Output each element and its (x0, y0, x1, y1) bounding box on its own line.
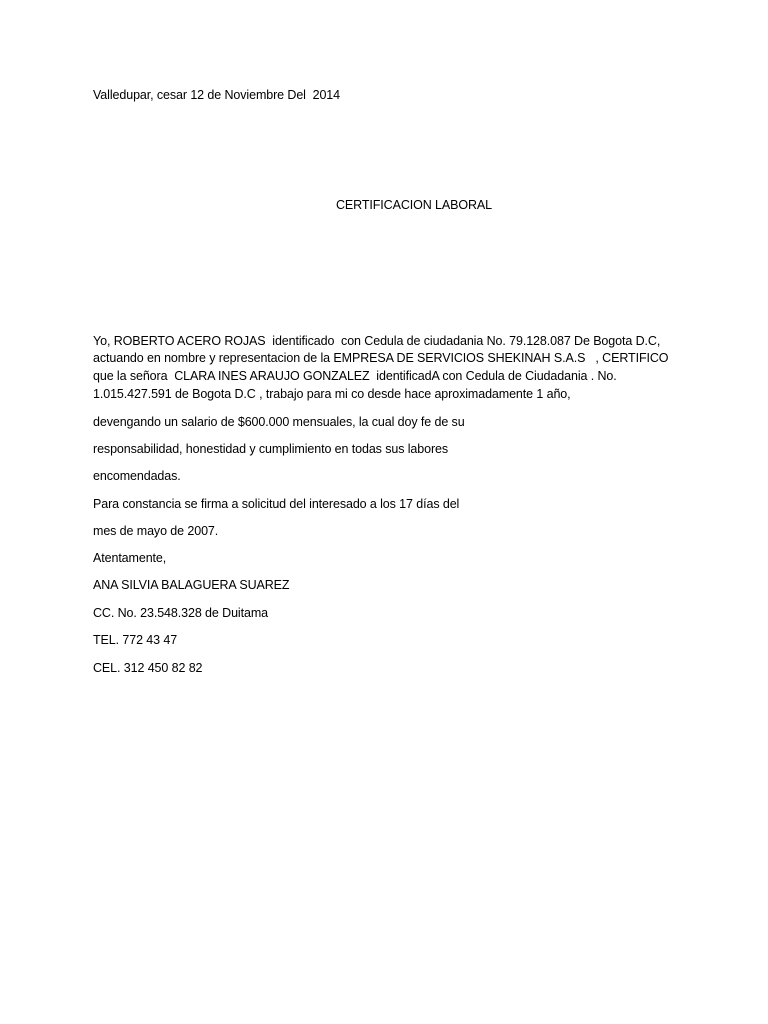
signer-cell: CEL. 312 450 82 82 (93, 661, 203, 675)
document-title-text: CERTIFICACION LABORAL (335, 198, 493, 212)
salary-line: devengando un salario de $600.000 mensuales, la cual doy fe de su (93, 415, 465, 429)
constancia-line: Para constancia se firma a solicitud del interesado a los 17 días del (93, 497, 460, 511)
place-date: Valledupar, cesar 12 de Noviembre Del 2014 (93, 88, 341, 102)
body-line-3: que la señora CLARA INES ARAUJO GONZALEZ identificadA con Cedula de Ciudadania . No. (93, 369, 617, 383)
signer-phone: TEL. 772 43 47 (93, 633, 178, 647)
document-title (0, 197, 768, 214)
body-line-1: Yo, ROBERTO ACERO ROJAS identificado con Cedula de ciudadania No. 79.128.087 De Bogota D.C, (93, 334, 661, 348)
responsibility-line: responsabilidad, honestidad y cumplimiento en todas sus labores (93, 442, 449, 456)
closing: Atentamente, (93, 551, 167, 565)
body-line-4: 1.015.427.591 de Bogota D.C , trabajo para mi co desde hace aproximadamente 1 año, (93, 387, 571, 401)
month-line: mes de mayo de 2007. (93, 524, 219, 538)
signer-id: CC. No. 23.548.328 de Duitama (93, 606, 268, 620)
tasks-line: encomendadas. (93, 469, 181, 483)
signer-name: ANA SILVIA BALAGUERA SUAREZ (93, 578, 290, 592)
body-line-2: actuando en nombre y representacion de la EMPRESA DE SERVICIOS SHEKINAH S.A.S , CERTIFICO (93, 351, 669, 365)
